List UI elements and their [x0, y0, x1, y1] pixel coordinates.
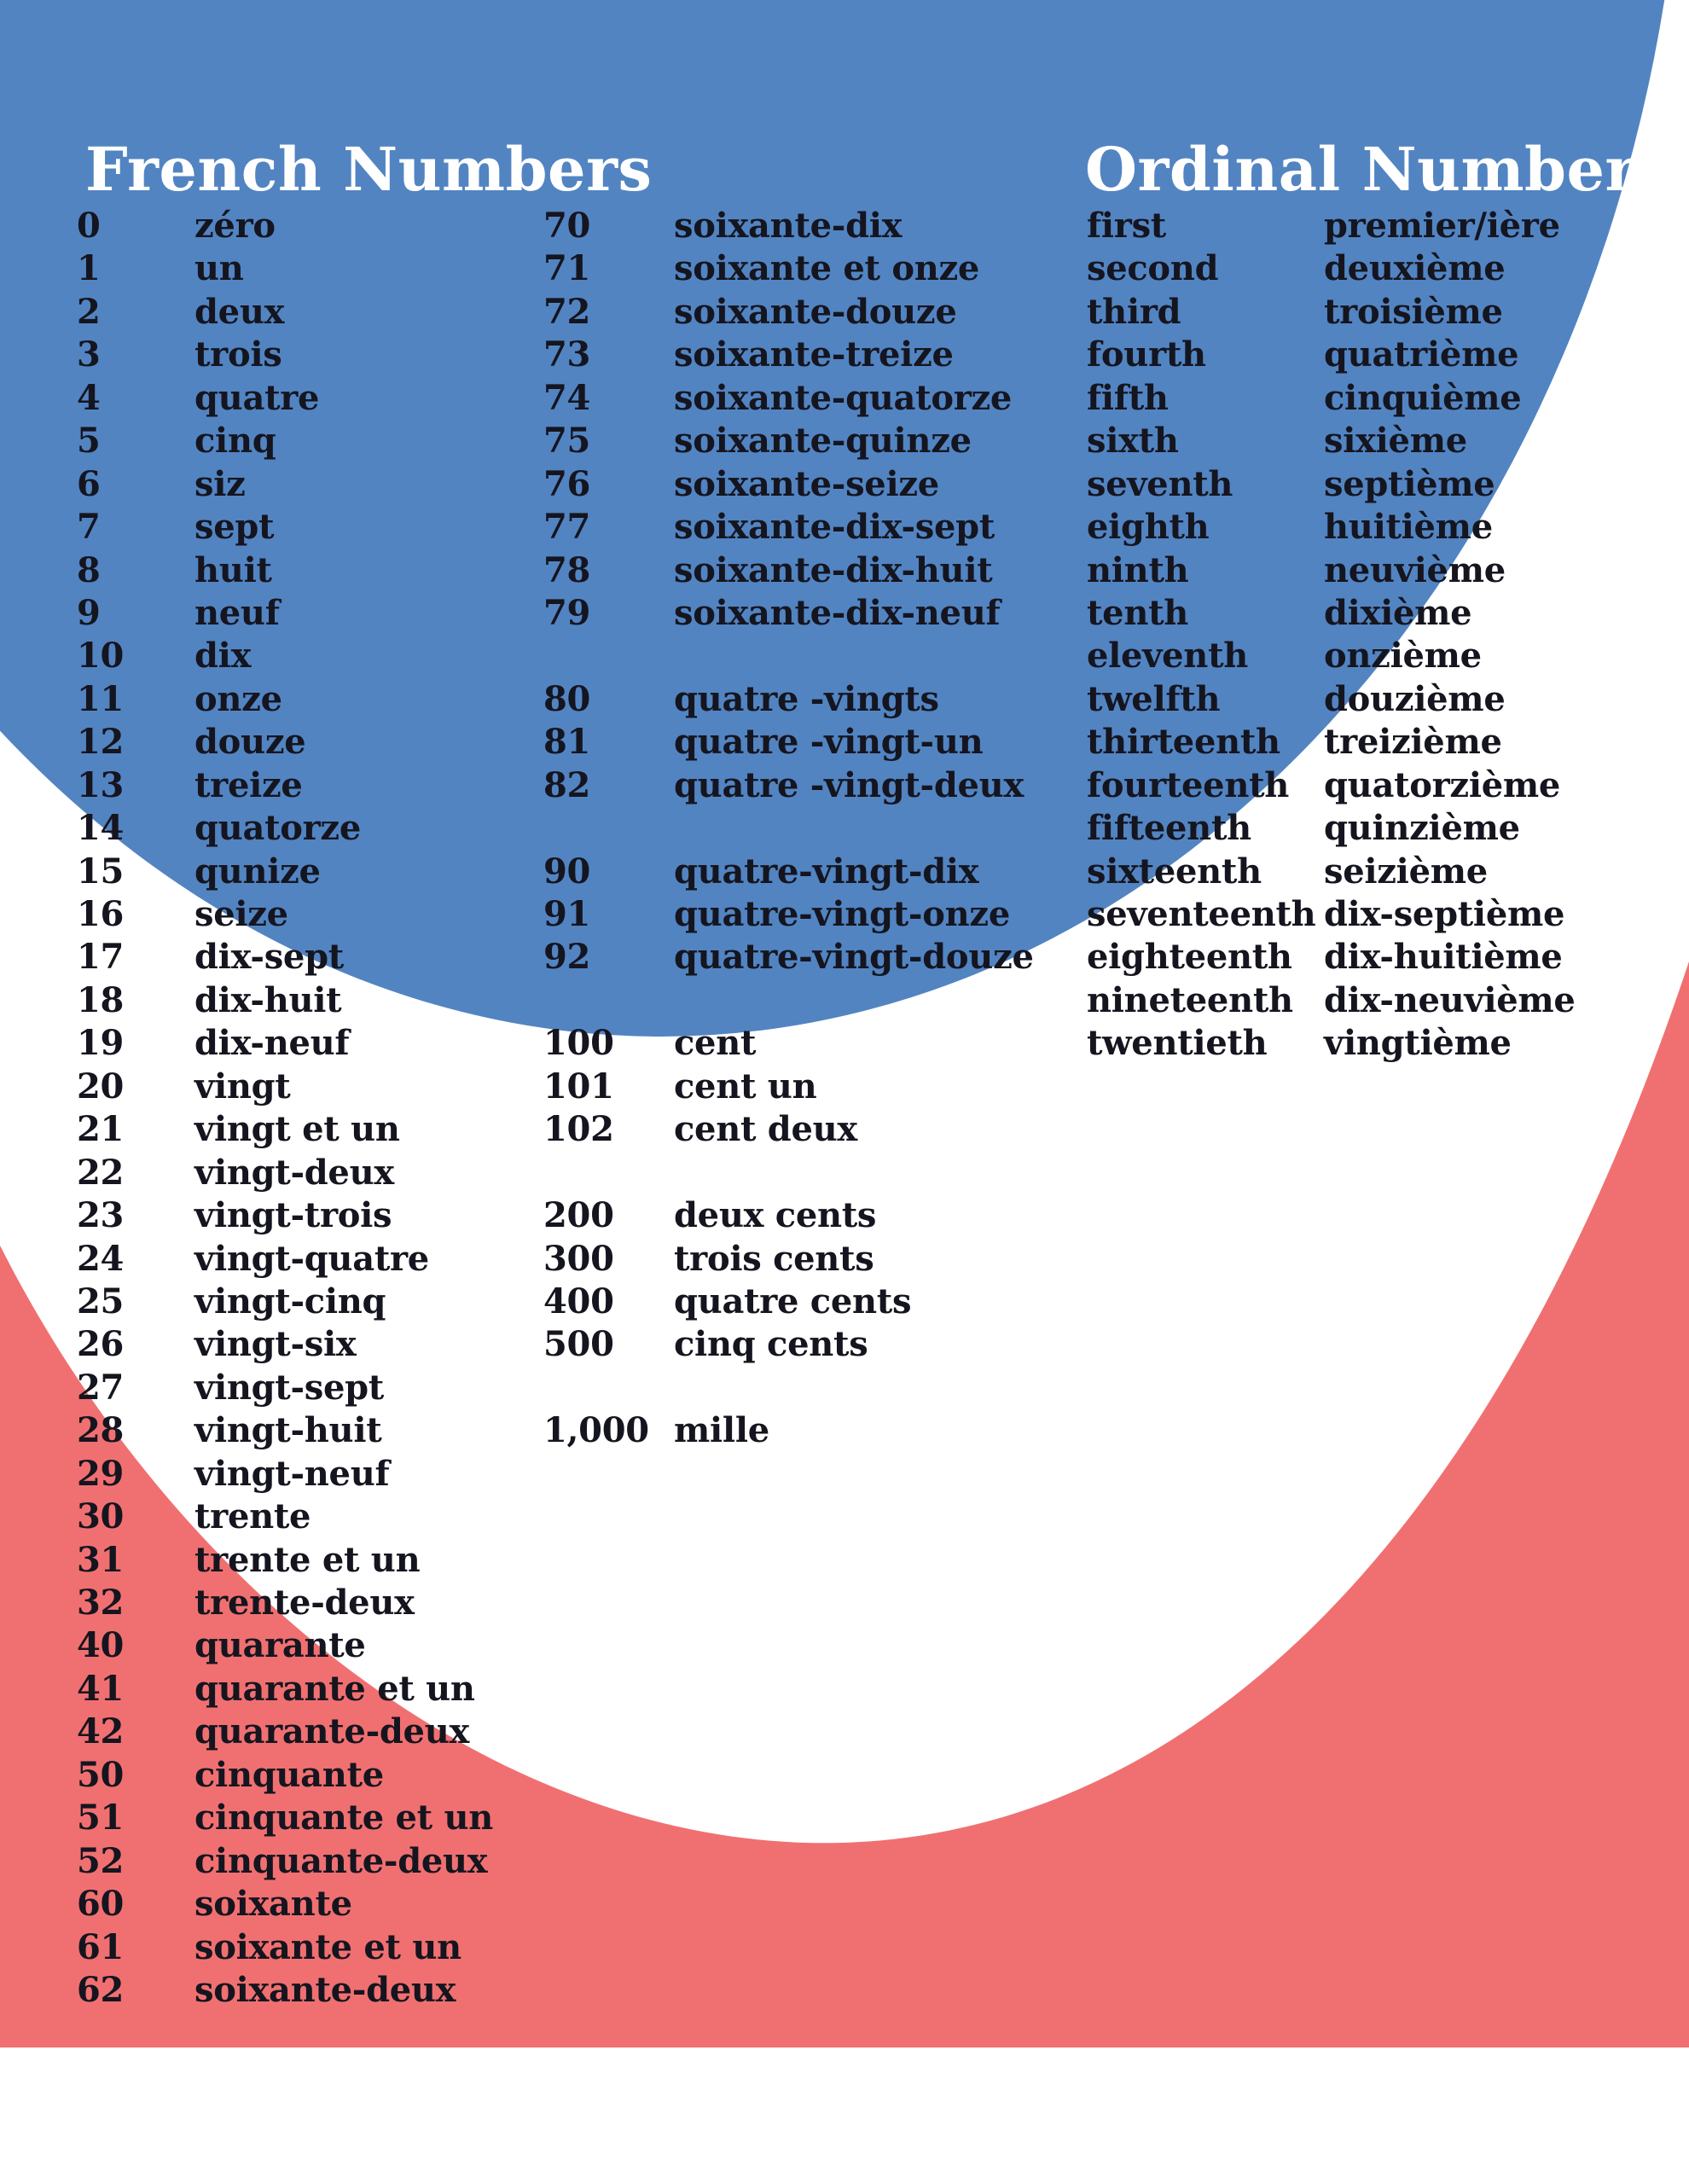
number-cell: 22	[77, 1152, 125, 1193]
number-row	[77, 764, 572, 807]
french-ordinal-cell: dix-septième	[1324, 894, 1565, 934]
ordinal-row	[1087, 807, 1633, 850]
number-row	[543, 463, 1072, 506]
english-ordinal-cell: eighth	[1087, 507, 1210, 548]
french-word-cell: cinquante et un	[194, 1798, 494, 1838]
number-cell: 61	[77, 1926, 125, 1967]
number-row	[543, 549, 1072, 592]
french-word-cell: cent un	[674, 1066, 817, 1107]
number-cell: 31	[77, 1539, 125, 1580]
french-word-cell: quatre	[194, 377, 320, 418]
number-row	[77, 807, 572, 850]
number-row	[543, 678, 1072, 721]
number-row	[543, 334, 1072, 376]
ordinal-row	[1087, 377, 1633, 420]
english-ordinal-cell: eleventh	[1087, 636, 1249, 677]
number-cell: 16	[77, 894, 125, 934]
number-row	[77, 334, 572, 376]
number-cell: 42	[77, 1711, 125, 1752]
french-ordinal-cell: sixième	[1324, 421, 1467, 462]
number-cell: 100	[543, 1023, 614, 1064]
ordinal-row	[1087, 506, 1633, 549]
french-ordinal-cell: treizième	[1324, 722, 1502, 763]
number-cell: 500	[543, 1324, 614, 1365]
ordinal-row	[1087, 851, 1633, 893]
french-word-cell: un	[194, 248, 244, 289]
number-cell: 8	[77, 549, 101, 590]
english-ordinal-cell: twelfth	[1087, 678, 1221, 719]
number-row	[77, 291, 572, 334]
number-cell: 25	[77, 1281, 125, 1321]
english-ordinal-cell: fourth	[1087, 334, 1206, 375]
number-cell: 9	[77, 592, 101, 633]
number-row	[543, 1409, 1072, 1452]
number-cell: 300	[543, 1238, 614, 1279]
number-row	[77, 1281, 572, 1323]
number-cell: 1	[77, 248, 101, 289]
number-cell: 0	[77, 206, 101, 246]
french-ordinal-cell: dix-neuvième	[1324, 979, 1576, 1020]
ordinal-row	[1087, 592, 1633, 635]
number-cell: 71	[543, 248, 591, 289]
number-row	[77, 549, 572, 592]
french-word-cell: vingt-six	[194, 1324, 357, 1365]
french-ordinal-cell: onzième	[1324, 636, 1482, 677]
english-ordinal-cell: seventeenth	[1087, 894, 1316, 934]
cardinals-column-70-1000	[543, 205, 1072, 1453]
french-ordinal-cell: quinzième	[1324, 808, 1520, 849]
number-row	[77, 1797, 572, 1839]
number-row	[77, 1323, 572, 1366]
number-row	[543, 807, 1072, 850]
french-word-cell: soixante-quinze	[674, 421, 972, 462]
number-row	[543, 893, 1072, 936]
ordinal-row	[1087, 936, 1633, 979]
french-word-cell: cinq cents	[674, 1324, 868, 1365]
french-word-cell: soixante-dix-huit	[674, 549, 993, 590]
ordinal-row	[1087, 247, 1633, 290]
page-title-french-numbers: French Numbers	[85, 133, 653, 205]
french-word-cell: vingt-trois	[194, 1195, 392, 1236]
number-cell: 76	[543, 463, 591, 504]
french-word-cell: cinq	[194, 421, 276, 462]
number-cell: 26	[77, 1324, 125, 1365]
french-ordinal-cell: deuxième	[1324, 248, 1506, 289]
number-row	[543, 506, 1072, 549]
number-row	[543, 1022, 1072, 1065]
french-word-cell: quatre -vingt-deux	[674, 764, 1024, 805]
number-row	[543, 1194, 1072, 1237]
number-cell: 75	[543, 421, 591, 462]
number-row	[543, 377, 1072, 420]
number-row	[543, 936, 1072, 979]
french-ordinal-cell: premier/ière	[1324, 206, 1560, 246]
ordinal-row	[1087, 721, 1633, 764]
french-word-cell: trois cents	[674, 1238, 874, 1279]
french-word-cell: soixante	[194, 1884, 352, 1925]
number-cell: 78	[543, 549, 591, 590]
number-row	[77, 1840, 572, 1883]
french-ordinal-cell: vingtième	[1324, 1023, 1512, 1064]
number-row	[543, 1367, 1072, 1409]
number-row	[77, 1409, 572, 1452]
number-cell: 51	[77, 1798, 125, 1838]
number-row	[77, 1969, 572, 2012]
number-row	[543, 851, 1072, 893]
french-word-cell: dix-neuf	[194, 1023, 350, 1064]
english-ordinal-cell: fourteenth	[1087, 764, 1290, 805]
number-row	[77, 592, 572, 635]
french-ordinal-cell: huitième	[1324, 507, 1493, 548]
french-ordinal-cell: dix-huitième	[1324, 937, 1563, 978]
number-row	[543, 1281, 1072, 1323]
number-cell: 23	[77, 1195, 125, 1236]
english-ordinal-cell: fifth	[1087, 377, 1169, 418]
french-word-cell: quarante et un	[194, 1668, 475, 1709]
french-word-cell: vingt-quatre	[194, 1238, 429, 1279]
number-row	[543, 592, 1072, 635]
french-ordinal-cell: quatorzième	[1324, 764, 1561, 805]
number-row	[543, 1066, 1072, 1108]
number-row	[77, 893, 572, 936]
french-word-cell: soixante et onze	[674, 248, 980, 289]
ordinal-row	[1087, 205, 1633, 247]
number-row	[77, 1152, 572, 1194]
number-cell: 79	[543, 592, 591, 633]
number-cell: 60	[77, 1884, 125, 1925]
ordinal-row	[1087, 463, 1633, 506]
number-cell: 14	[77, 808, 125, 849]
number-cell: 73	[543, 334, 591, 375]
number-row	[543, 205, 1072, 247]
number-row	[77, 851, 572, 893]
ordinal-row	[1087, 334, 1633, 376]
english-ordinal-cell: twentieth	[1087, 1023, 1268, 1064]
number-row	[543, 764, 1072, 807]
french-word-cell: siz	[194, 463, 246, 504]
french-word-cell: deux	[194, 291, 285, 332]
french-word-cell: quarante	[194, 1625, 366, 1666]
cardinals-column-0-62	[77, 205, 572, 2012]
number-row	[77, 1367, 572, 1409]
number-cell: 19	[77, 1023, 125, 1064]
french-word-cell: dix	[194, 636, 252, 677]
french-word-cell: soixante-seize	[674, 463, 939, 504]
french-word-cell: dix-huit	[194, 979, 342, 1020]
number-row	[77, 1108, 572, 1151]
number-cell: 70	[543, 206, 591, 246]
number-cell: 27	[77, 1367, 125, 1408]
number-cell: 17	[77, 937, 125, 978]
number-cell: 92	[543, 937, 591, 978]
french-word-cell: vingt-cinq	[194, 1281, 386, 1321]
number-cell: 102	[543, 1109, 614, 1150]
english-ordinal-cell: seventh	[1087, 463, 1233, 504]
number-cell: 41	[77, 1668, 125, 1709]
number-cell: 101	[543, 1066, 614, 1107]
french-word-cell: quatre-vingt-dix	[674, 851, 979, 892]
number-cell: 10	[77, 636, 125, 677]
french-word-cell: trente-deux	[194, 1583, 415, 1623]
english-ordinal-cell: nineteenth	[1087, 979, 1293, 1020]
french-word-cell: seize	[194, 894, 288, 934]
french-word-cell: dix-sept	[194, 937, 344, 978]
number-cell: 3	[77, 334, 101, 375]
english-ordinal-cell: second	[1087, 248, 1219, 289]
french-word-cell: soixante-dix-neuf	[674, 592, 1001, 633]
number-cell: 400	[543, 1281, 614, 1321]
french-word-cell: huit	[194, 549, 272, 590]
french-word-cell: cinquante-deux	[194, 1840, 488, 1881]
number-row	[77, 635, 572, 677]
number-row	[77, 1539, 572, 1582]
french-word-cell: trente	[194, 1496, 311, 1537]
number-row	[77, 1711, 572, 1753]
french-word-cell: cent deux	[674, 1109, 857, 1150]
number-cell: 2	[77, 291, 101, 332]
number-cell: 80	[543, 678, 591, 719]
number-row	[77, 979, 572, 1022]
french-word-cell: quatre cents	[674, 1281, 912, 1321]
number-row	[77, 1453, 572, 1496]
number-row	[77, 1238, 572, 1281]
number-row	[77, 247, 572, 290]
number-cell: 29	[77, 1453, 125, 1494]
ordinal-row	[1087, 893, 1633, 936]
number-row	[77, 1582, 572, 1624]
number-cell: 18	[77, 979, 125, 1020]
number-row	[543, 291, 1072, 334]
number-row	[77, 1668, 572, 1711]
number-row	[77, 936, 572, 979]
number-cell: 62	[77, 1969, 125, 2010]
french-word-cell: vingt	[194, 1066, 291, 1107]
english-ordinal-cell: ninth	[1087, 549, 1189, 590]
french-word-cell: soixante-dix	[674, 206, 903, 246]
english-ordinal-cell: tenth	[1087, 592, 1189, 633]
french-word-cell: mille	[674, 1410, 769, 1451]
french-word-cell: soixante-douze	[674, 291, 957, 332]
number-row	[77, 1754, 572, 1797]
english-ordinal-cell: sixteenth	[1087, 851, 1262, 892]
french-word-cell: vingt-neuf	[194, 1453, 390, 1494]
french-word-cell: quatre -vingt-un	[674, 722, 984, 763]
number-cell: 28	[77, 1410, 125, 1451]
number-cell: 50	[77, 1754, 125, 1795]
number-row	[77, 1883, 572, 1926]
number-cell: 13	[77, 764, 125, 805]
french-word-cell: treize	[194, 764, 303, 805]
number-cell: 30	[77, 1496, 125, 1537]
number-row	[543, 635, 1072, 677]
number-row	[543, 1152, 1072, 1194]
number-cell: 1,000	[543, 1410, 649, 1451]
number-row	[77, 420, 572, 462]
number-cell: 82	[543, 764, 591, 805]
number-row	[77, 1496, 572, 1538]
french-word-cell: quatre-vingt-onze	[674, 894, 1010, 934]
number-cell: 72	[543, 291, 591, 332]
french-word-cell: zéro	[194, 206, 276, 246]
french-ordinal-cell: seizième	[1324, 851, 1488, 892]
french-ordinal-cell: douzième	[1324, 678, 1506, 719]
number-cell: 90	[543, 851, 591, 892]
french-word-cell: cinquante	[194, 1754, 384, 1795]
french-word-cell: cent	[674, 1023, 757, 1064]
french-word-cell: soixante-deux	[194, 1969, 456, 2010]
french-word-cell: trente et un	[194, 1539, 421, 1580]
french-word-cell: onze	[194, 678, 282, 719]
number-cell: 6	[77, 463, 101, 504]
number-cell: 7	[77, 507, 101, 548]
number-cell: 20	[77, 1066, 125, 1107]
french-ordinal-cell: dixième	[1324, 592, 1472, 633]
number-row	[77, 463, 572, 506]
french-word-cell: vingt-sept	[194, 1367, 384, 1408]
number-row	[77, 1624, 572, 1667]
english-ordinal-cell: thirteenth	[1087, 722, 1280, 763]
french-ordinal-cell: quatrième	[1324, 334, 1519, 375]
number-row	[543, 1238, 1072, 1281]
number-row	[77, 1022, 572, 1065]
number-cell: 4	[77, 377, 101, 418]
ordinals-column	[1087, 205, 1633, 1066]
french-word-cell: quatre -vingts	[674, 678, 939, 719]
number-row	[77, 1194, 572, 1237]
french-ordinal-cell: neuvième	[1324, 549, 1506, 590]
page-title-ordinal-numbers: Ordinal Numbers	[1085, 133, 1671, 205]
number-cell: 52	[77, 1840, 125, 1881]
ordinal-row	[1087, 291, 1633, 334]
number-cell: 74	[543, 377, 591, 418]
number-row	[543, 1108, 1072, 1151]
number-cell: 40	[77, 1625, 125, 1666]
ordinal-row	[1087, 1022, 1633, 1065]
number-cell: 5	[77, 421, 101, 462]
french-word-cell: quarante-deux	[194, 1711, 470, 1752]
french-word-cell: neuf	[194, 592, 280, 633]
english-ordinal-cell: fifteenth	[1087, 808, 1251, 849]
number-cell: 12	[77, 722, 125, 763]
number-row	[543, 1323, 1072, 1366]
french-word-cell: quatorze	[194, 808, 361, 849]
number-row	[77, 721, 572, 764]
french-word-cell: qunize	[194, 851, 321, 892]
ordinal-row	[1087, 678, 1633, 721]
number-cell: 91	[543, 894, 591, 934]
french-word-cell: vingt-huit	[194, 1410, 382, 1451]
english-ordinal-cell: first	[1087, 206, 1166, 246]
french-word-cell: quatre-vingt-douze	[674, 937, 1034, 978]
number-row	[543, 247, 1072, 290]
ordinal-row	[1087, 635, 1633, 677]
french-word-cell: deux cents	[674, 1195, 877, 1236]
number-row	[77, 377, 572, 420]
number-cell: 11	[77, 678, 125, 719]
french-word-cell: trois	[194, 334, 282, 375]
number-row	[543, 979, 1072, 1022]
french-word-cell: soixante-dix-sept	[674, 507, 995, 548]
french-word-cell: sept	[194, 507, 275, 548]
english-ordinal-cell: eighteenth	[1087, 937, 1292, 978]
ordinal-row	[1087, 420, 1633, 462]
french-word-cell: soixante-treize	[674, 334, 954, 375]
french-word-cell: soixante et un	[194, 1926, 461, 1967]
ordinal-row	[1087, 549, 1633, 592]
number-row	[543, 420, 1072, 462]
number-cell: 200	[543, 1195, 614, 1236]
english-ordinal-cell: third	[1087, 291, 1181, 332]
number-cell: 21	[77, 1109, 125, 1150]
number-row	[77, 678, 572, 721]
number-cell: 24	[77, 1238, 125, 1279]
english-ordinal-cell: sixth	[1087, 421, 1179, 462]
number-row	[77, 205, 572, 247]
ordinal-row	[1087, 979, 1633, 1022]
ordinal-row	[1087, 764, 1633, 807]
french-ordinal-cell: troisième	[1324, 291, 1503, 332]
number-cell: 15	[77, 851, 125, 892]
french-word-cell: soixante-quatorze	[674, 377, 1013, 418]
number-row	[77, 506, 572, 549]
number-cell: 81	[543, 722, 591, 763]
number-row	[543, 721, 1072, 764]
french-ordinal-cell: cinquième	[1324, 377, 1522, 418]
number-row	[77, 1926, 572, 1969]
french-ordinal-cell: septième	[1324, 463, 1495, 504]
french-word-cell: vingt et un	[194, 1109, 400, 1150]
number-row	[77, 1066, 572, 1108]
number-cell: 77	[543, 507, 591, 548]
number-cell: 32	[77, 1583, 125, 1623]
french-word-cell: douze	[194, 722, 306, 763]
french-word-cell: vingt-deux	[194, 1152, 394, 1193]
